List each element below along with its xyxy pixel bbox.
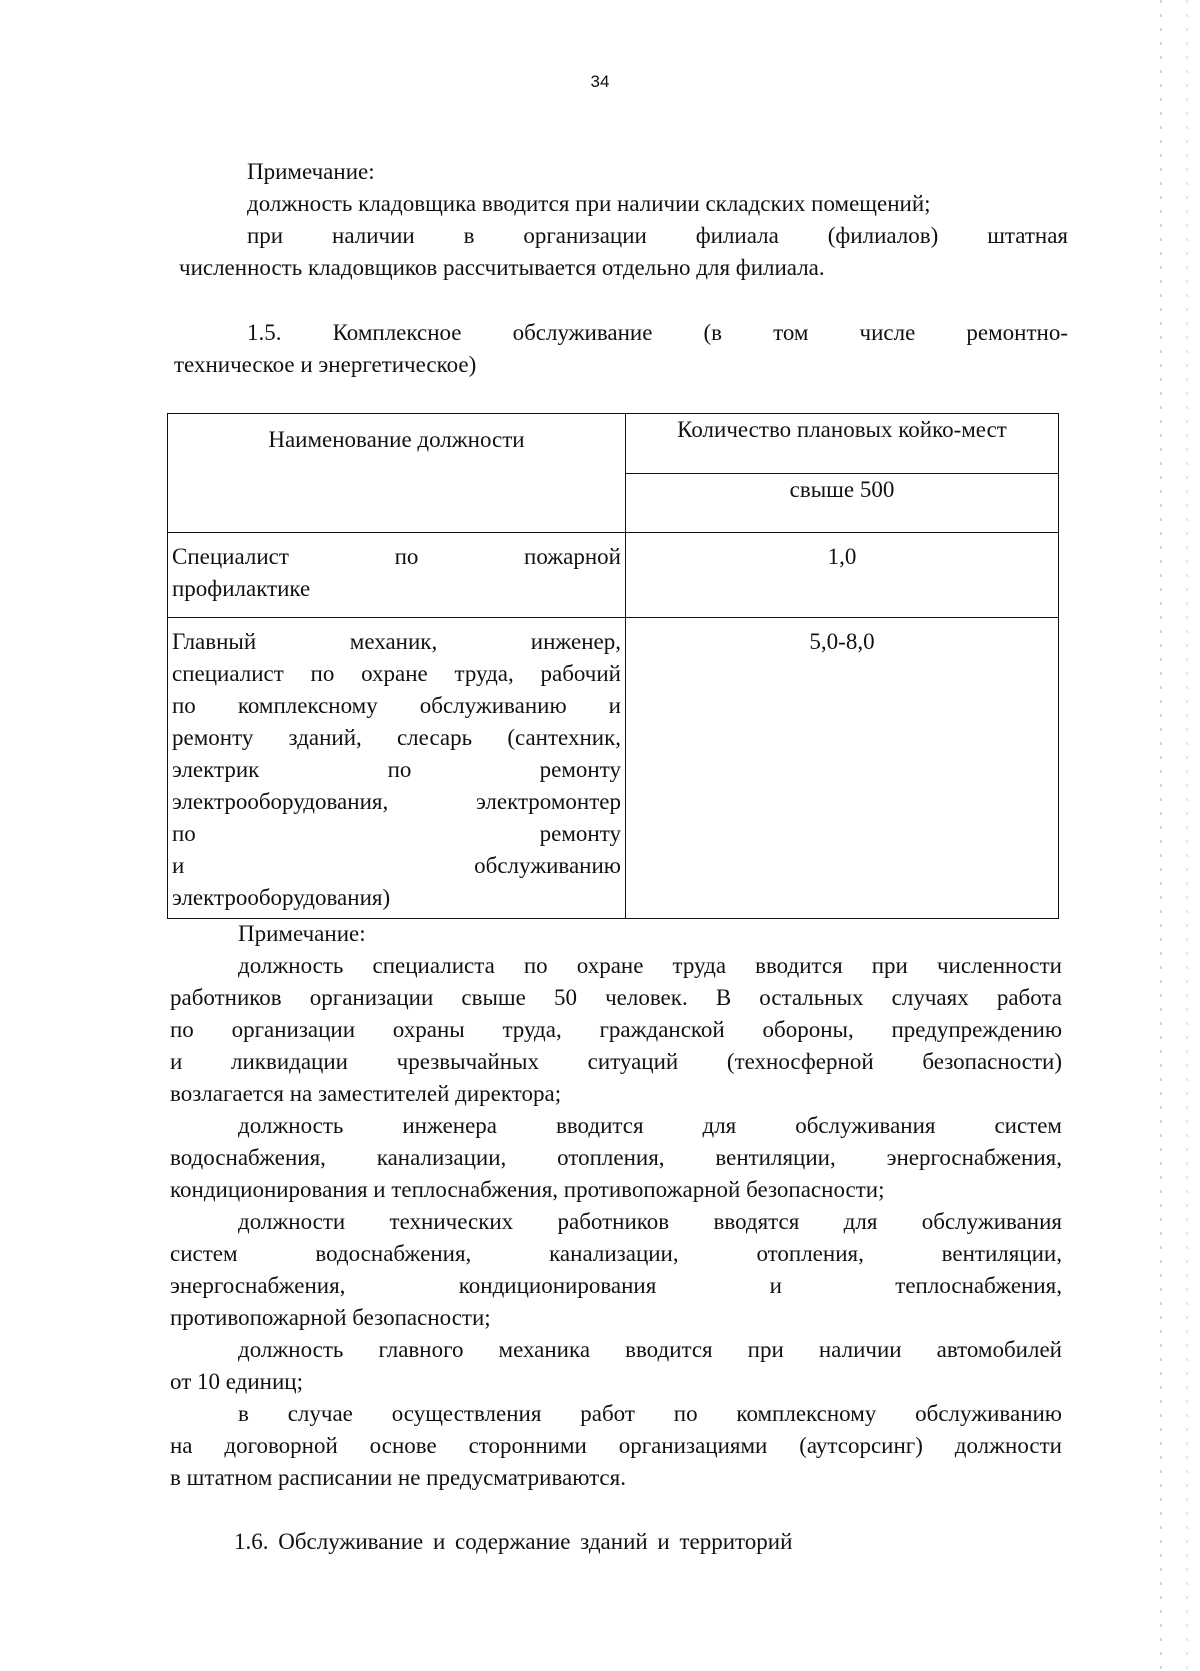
page-number: 34: [590, 72, 610, 91]
note-line: по организации охраны труда, гражданской обороны, предупреждению: [170, 1017, 1062, 1042]
note-line: систем водоснабжения, канализации, отопления, вентиляции,: [170, 1241, 1062, 1266]
position-line: профилактике: [172, 576, 311, 601]
table-header-position: Наименование должности: [168, 414, 626, 533]
position-line: электрик по ремонту: [172, 757, 621, 782]
position-line: электрооборудования): [172, 885, 391, 910]
section-heading: 1.6. Обслуживание и содержание зданий и территорий: [234, 1529, 793, 1554]
staffing-table: [167, 413, 1059, 919]
value-cell: 5,0-8,0: [626, 618, 1059, 919]
note-line: кондиционирования и теплоснабжения, противопожарной безопасности;: [170, 1177, 885, 1202]
note-line: водоснабжения, канализации, отопления, вентиляции, энергоснабжения,: [170, 1145, 1062, 1170]
position-line: специалист по охране труда, рабочий: [172, 661, 621, 686]
table-row: [168, 618, 1059, 919]
position-line: Главный механик, инженер,: [172, 629, 621, 654]
position-line: по комплексному обслуживанию и: [172, 693, 621, 718]
table-row: [168, 533, 1059, 618]
note-line: работников организации свыше 50 человек. В остальных случаях работа: [170, 985, 1062, 1010]
section-heading: 1.5. Комплексное обслуживание (в том числе ремонтно-: [247, 320, 1068, 345]
note-line: должность специалиста по охране труда вводится при численности: [238, 953, 1062, 978]
position-cell: [168, 533, 626, 618]
note-line: энергоснабжения, кондиционирования и теплоснабжения,: [170, 1273, 1062, 1298]
note-line: и ликвидации чрезвычайных ситуаций (техносферной безопасности): [170, 1049, 1062, 1074]
note-line: должности технических работников вводятся для обслуживания: [238, 1209, 1062, 1234]
note-line: возлагается на заместителей директора;: [170, 1081, 562, 1106]
position-line: и обслуживанию: [172, 853, 621, 878]
note-line: при наличии в организации филиала (филиалов) штатная: [247, 223, 1068, 248]
note-line: должность инженера вводится для обслуживания систем: [238, 1113, 1062, 1138]
note-line: в штатном расписании не предусматриваются.: [170, 1465, 626, 1490]
position-line: Специалист по пожарной: [172, 544, 621, 569]
note-title: Примечание:: [247, 159, 375, 184]
position-line: ремонту зданий, слесарь (сантехник,: [172, 725, 621, 750]
note-line: в случае осуществления работ по комплексному обслуживанию: [238, 1401, 1062, 1426]
note-line: противопожарной безопасности;: [170, 1305, 491, 1330]
table-header-sub: свыше 500: [626, 473, 1059, 533]
section-heading: техническое и энергетическое): [174, 352, 477, 377]
note-title: Примечание:: [238, 921, 366, 946]
note-line: численность кладовщиков рассчитывается отдельно для филиала.: [179, 255, 825, 280]
table-header-quantity: Количество плановых койко-мест: [626, 414, 1059, 474]
value-cell: 1,0: [626, 533, 1059, 618]
position-line: электрооборудования, электромонтер: [172, 789, 621, 814]
position-cell: [168, 618, 626, 919]
note-line: от 10 единиц;: [170, 1369, 303, 1394]
scan-edge-marks: [1186, 0, 1188, 1671]
note-line: на договорной основе сторонними организациями (аутсорсинг) должности: [170, 1433, 1062, 1458]
scan-edge-marks: [1160, 0, 1162, 1671]
note-line: должность кладовщика вводится при наличии складских помещений;: [247, 191, 931, 216]
note-line: должность главного механика вводится при наличии автомобилей: [238, 1337, 1062, 1362]
position-line: по ремонту: [172, 821, 621, 846]
